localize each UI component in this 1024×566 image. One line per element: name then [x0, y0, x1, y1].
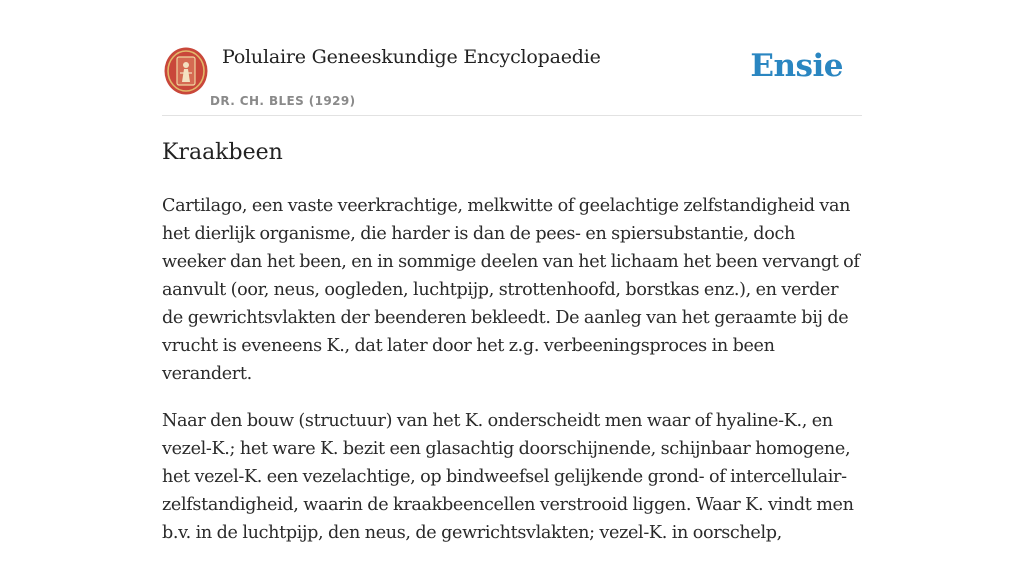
article-paragraph: Naar den bouw (structuur) van het K. onderscheidt men waar of hyaline-K., en vezel-K.; het ware K. bezit een glasachtig doorschijnende, schijnbaar homogene, het vezel-K. een vezelachtige, op bindweefsel gelijkende grond- of intercellulair-zelfstandigheid, waarin de kraakbeencellen verstrooid liggen. Waar K. vindt men b.v. in de luchtpijp, den neus, de gewrichtsvlakten; vezel-K. in oorschelp,: [162, 411, 854, 543]
book-author: DR. CH. BLES (1929): [210, 94, 356, 108]
page-header: [162, 40, 862, 116]
article-body: [162, 192, 862, 566]
book-title[interactable]: Polulaire Geneeskundige Encyclopaedie: [222, 46, 601, 68]
book-cover-icon[interactable]: [164, 47, 208, 95]
article-paragraph: Cartilago, een vaste veerkrachtige, melkwitte of geelachtige zelfstandigheid van het dierlijk organisme, die harder is dan de pees- en spiersubstantie, doch weeker dan het been, en in sommige deelen van het lichaam het been vervangt of aanvult (oor, neus, oogleden, luchtpijp, strottenhoofd, borstkas enz.), en verder de gewrichtsvlakten der beenderen bekleedt. De aanleg van het geraamte bij de vrucht is eveneens K., dat later door het z.g. verbeeningsproces in been verandert.: [162, 196, 860, 384]
article-title: Kraakbeen: [162, 140, 283, 165]
ensie-logo[interactable]: Ensie: [750, 48, 843, 84]
